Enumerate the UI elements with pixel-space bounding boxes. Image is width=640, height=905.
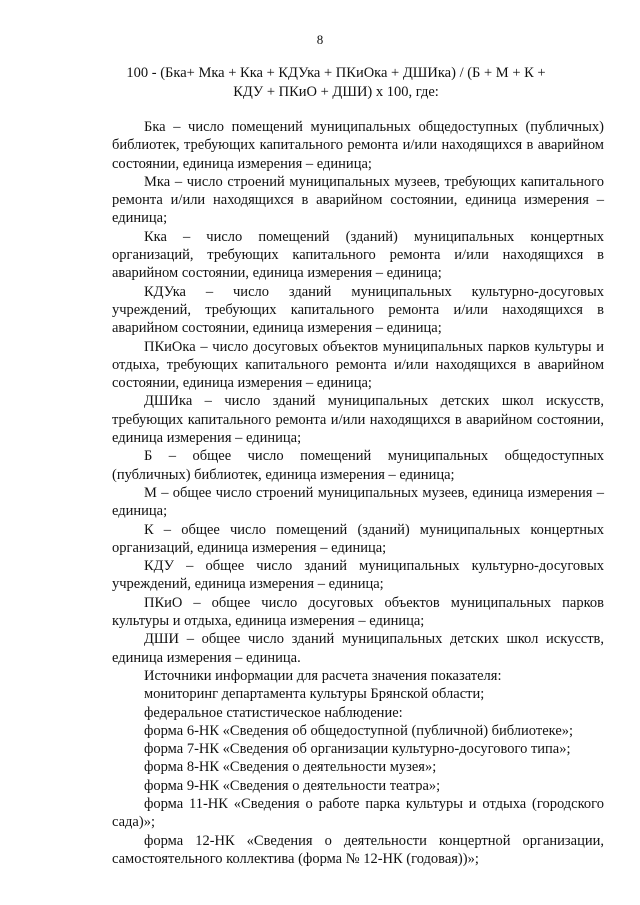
- paragraph-form-6nk: форма 6-НК «Сведения об общедоступной (публичной) библиотеке»;: [144, 722, 574, 739]
- paragraph-form-11nk: форма 11-НК «Сведения о работе парка культуры и отдыха (городского сада)»;: [112, 795, 604, 831]
- paragraph-federal-observation: федеральное статистическое наблюдение:: [144, 704, 403, 721]
- formula-line-2: КДУ + ПКиО + ДШИ) х 100, где:: [233, 84, 439, 100]
- paragraph-k: К – общее число помещений (зданий) муниципальных концертных организаций, единица измерения – единица;: [112, 521, 604, 556]
- paragraph-pkioka: ПКиОка – число досуговых объектов муниципальных парков культуры и отдыха, требующих капитального ремонта и/или находящихся в аварийном состоянии, единица измерения – единица;: [112, 338, 604, 392]
- paragraph-form-9nk: форма 9-НК «Сведения о деятельности театра»;: [144, 777, 441, 794]
- paragraph-monitoring: мониторинг департамента культуры Брянской области;: [144, 686, 485, 703]
- paragraph-m: М – общее число строений муниципальных музеев, единица измерения – единица;: [112, 484, 604, 520]
- paragraph-dshika: ДШИка – число зданий муниципальных детских школ искусств, требующих капитального ремонта и/или находящихся в аварийном состоянии, единица измерения – единица;: [112, 393, 604, 447]
- paragraph-form-12nk: форма 12-НК «Сведения о деятельности концертной организации, самостоятельного коллектива (форма № 12-НК (годовая))»;: [112, 832, 604, 867]
- body-text: [112, 118, 604, 868]
- page-number: 8: [316, 32, 324, 47]
- paragraph-bka: Бка – число помещений муниципальных общедоступных (публичных) библиотек, требующих капитального ремонта и/или находящихся в аварийном состоянии, единица измерения – единица;: [112, 119, 604, 172]
- paragraph-kdu: КДУ – общее число зданий муниципальных культурно-досуговых учреждений, единица измерения – единица;: [112, 558, 604, 593]
- paragraph-form-7nk: форма 7-НК «Сведения об организации культурно-досугового типа»;: [144, 741, 571, 758]
- paragraph-kduka: КДУка – число зданий муниципальных культурно-досуговых учреждений, требующих капитального ремонта и/или находящихся в аварийном состоянии, единица измерения – единица;: [112, 283, 604, 337]
- paragraph-kka: Кка – число помещений (зданий) муниципальных концертных организаций, требующих капитального ремонта и/или находящихся в аварийном состоянии, единица измерения – единица;: [112, 228, 604, 282]
- formula: [110, 64, 562, 102]
- paragraph-sources-heading: Источники информации для расчета значения показателя:: [144, 667, 502, 684]
- paragraph-pkio: ПКиО – общее число досуговых объектов муниципальных парков культуры и отдыха, единица измерения – единица;: [112, 594, 604, 630]
- formula-line-1: 100 - (Бка+ Мка + Кка + КДУка + ПКиОка + ДШИка) / (Б + М + К +: [126, 65, 546, 81]
- paragraph-b: Б – общее число помещений муниципальных общедоступных (публичных) библиотек, единица измерения – единица;: [112, 448, 604, 483]
- paragraph-dshi: ДШИ – общее число зданий муниципальных детских школ искусств, единица измерения – единица.: [112, 631, 604, 666]
- paragraph-mka: Мка – число строений муниципальных музеев, требующих капитального ремонта и/или находящихся в аварийном состоянии, единица измерения – единица;: [112, 173, 604, 227]
- paragraph-form-8nk: форма 8-НК «Сведения о деятельности музея»;: [144, 759, 437, 776]
